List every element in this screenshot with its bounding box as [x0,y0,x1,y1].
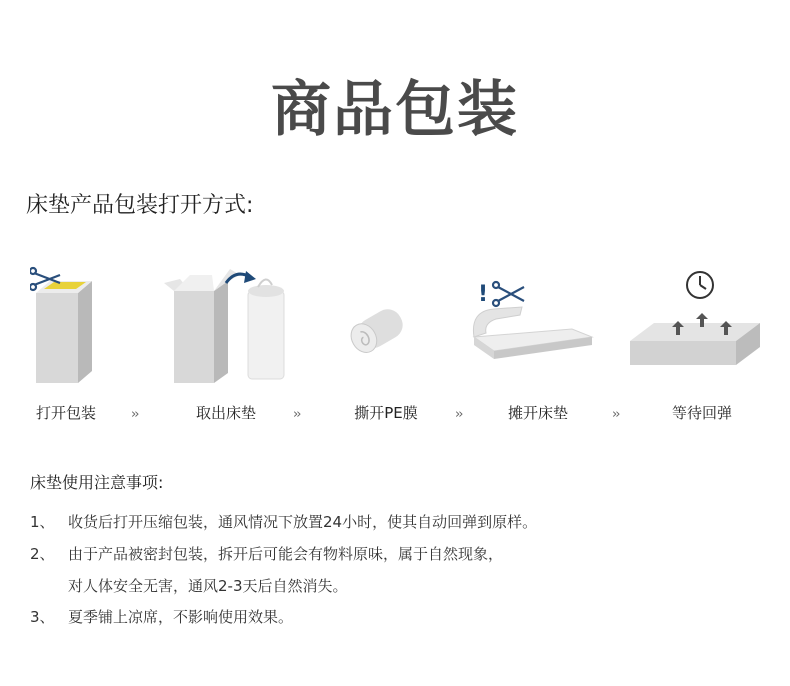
unroll-mattress-icon [468,275,598,375]
chevron-right-icon: ›› [612,407,619,422]
step-label: 撕开PE膜 [354,404,418,422]
chevron-right-icon: ›› [455,407,462,422]
chevron-right-icon: ›› [293,407,300,422]
note-text: 夏季铺上凉席，不影响使用效果。 [68,608,294,626]
unpacking-steps [0,255,790,435]
rolled-mattress-icon [348,300,412,360]
open-box-scissors-icon [30,265,100,385]
note-number: 1、 [30,513,55,531]
note-number: 2、 [30,545,55,563]
take-out-mattress-icon [160,265,290,385]
chevron-right-icon: ›› [131,407,138,422]
note-item [30,511,537,533]
note-text-continued: 对人体安全无害，通风2-3天后自然消失。 [68,577,348,595]
note-text: 由于产品被密封包装，拆开后可能会有物料原味，属于自然现象， [68,545,504,563]
step-label: 打开包装 [35,404,96,422]
step-label: 取出床垫 [195,404,256,422]
svg-text:!: ! [478,282,489,307]
note-text: 收货后打开压缩包装，通风情况下放置24小时，使其自动回弹到原样。 [68,513,538,531]
mattress-expanding-clock-icon [626,265,766,375]
note-item [30,543,503,565]
section-subtitle: 床垫产品包装打开方式: [26,193,254,218]
step-label: 摊开床垫 [507,404,568,422]
note-number: 3、 [30,608,55,626]
page-title: 商品包装 [271,75,519,145]
notes-title: 床垫使用注意事项: [30,473,164,492]
note-item [30,606,293,628]
step-label: 等待回弹 [671,404,732,422]
